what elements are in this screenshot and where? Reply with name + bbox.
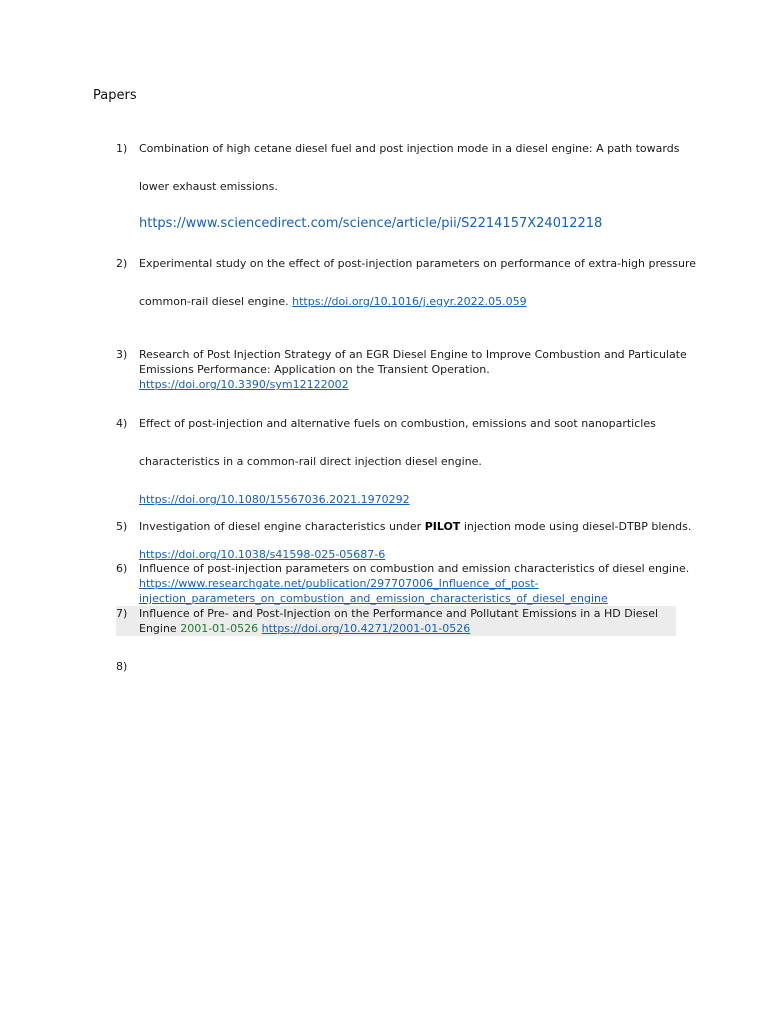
paper-link[interactable]: https://doi.org/10.1080/15567036.2021.1970292 [139, 493, 410, 506]
paper-title-continued: lower exhaust emissions. [139, 180, 278, 193]
item-number: 6) [116, 562, 128, 575]
paper-title-row [139, 621, 470, 636]
emphasis-text: PILOT [424, 520, 461, 533]
list-item [116, 141, 680, 241]
paper-title-continued: characteristics in a common-rail direct injection diesel engine. [139, 455, 482, 468]
paper-title-row [139, 294, 527, 309]
list-item [116, 659, 676, 675]
paper-title: Influence of post-injection parameters on combustion and emission characteristics of diesel engine. [139, 562, 690, 575]
paper-link-continued[interactable]: injection_parameters_on_combustion_and_emission_characteristics_of_diesel_engine [139, 592, 608, 605]
item-number: 5) [116, 520, 128, 533]
item-number: 1) [116, 142, 128, 155]
page-title: Papers [93, 88, 137, 103]
item-number: 2) [116, 257, 128, 270]
paper-title-continued: injection mode using diesel-DTBP blends. [463, 520, 692, 533]
item-number: 7) [116, 607, 128, 620]
list-item-highlighted [116, 606, 676, 636]
paper-title: Combination of high cetane diesel fuel and post injection mode in a diesel engine: A path towards [139, 142, 680, 155]
list-item [116, 416, 676, 512]
paper-title-continued: common-rail diesel engine. [139, 295, 289, 308]
paper-title: Experimental study on the effect of post-injection parameters on performance of extra-high pressure [139, 257, 697, 270]
list-item [116, 519, 692, 563]
paper-title: Influence of Pre- and Post-Injection on the Performance and Pollutant Emissions in a HD Diesel [139, 607, 659, 620]
paper-link[interactable]: https://doi.org/10.3390/sym12122002 [139, 378, 349, 391]
paper-link[interactable]: https://www.sciencedirect.com/science/article/pii/S2214157X24012218 [139, 216, 603, 231]
item-number: 8) [116, 660, 128, 673]
paper-code: 2001-01-0526 [180, 622, 259, 635]
paper-title: Research of Post Injection Strategy of an EGR Diesel Engine to Improve Combustion and Particulate [139, 348, 687, 361]
paper-link[interactable]: https://www.researchgate.net/publication/297707006_Influence_of_post- [139, 577, 539, 590]
paper-title: Effect of post-injection and alternative fuels on combustion, emissions and soot nanoparticles [139, 417, 656, 430]
paper-link[interactable]: https://doi.org/10.1038/s41598-025-05687-6 [139, 548, 386, 561]
list-item [116, 256, 697, 316]
item-number: 4) [116, 417, 128, 430]
paper-title: Investigation of diesel engine characteristics under [139, 520, 422, 533]
paper-link[interactable]: https://doi.org/10.1016/j.egyr.2022.05.059 [292, 295, 527, 308]
list-item [116, 561, 690, 607]
paper-link[interactable]: https://doi.org/10.4271/2001-01-0526 [261, 622, 471, 635]
list-item [116, 347, 687, 395]
paper-title-continued: Emissions Performance: Application on the Transient Operation. [139, 363, 490, 376]
paper-title-row [139, 519, 691, 534]
item-number: 3) [116, 348, 128, 361]
paper-title-continued: Engine [139, 622, 177, 635]
